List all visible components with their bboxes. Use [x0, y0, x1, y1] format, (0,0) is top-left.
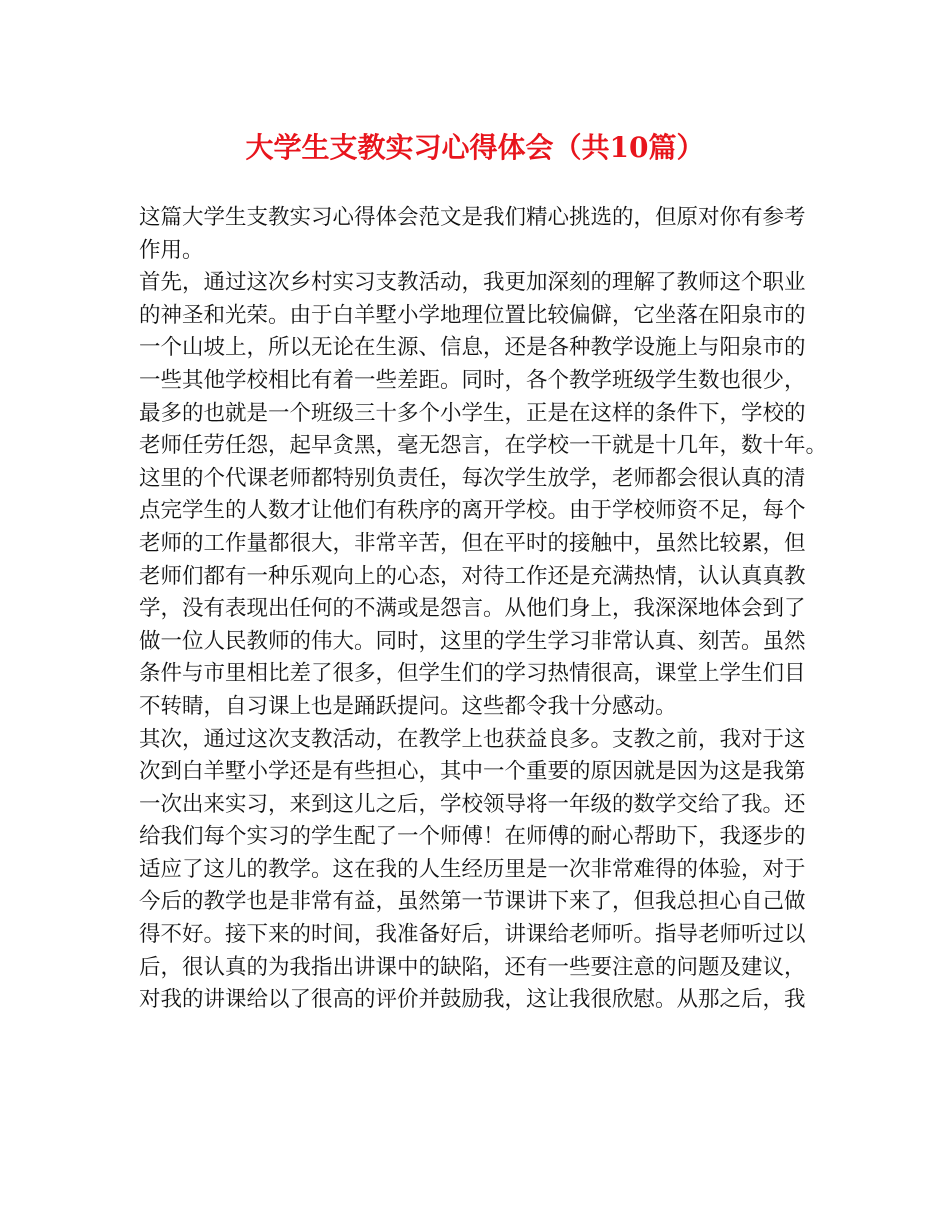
- body-line: 学，没有表现出任何的不满或是怨言。从他们身上，我深深地体会到了: [139, 596, 806, 622]
- body-line: 这篇大学生支教实习心得体会范文是我们精心挑选的，但原对你有参考: [139, 205, 806, 230]
- body-line: 一个山坡上，所以无论在生源、信息，还是各种教学设施上与阳泉市的: [139, 335, 806, 361]
- body-line: 作用。: [139, 237, 204, 263]
- body-line: 其次，通过这次支教活动，在教学上也获益良多。支教之前，我对于这: [139, 726, 806, 752]
- body-line: 给我们每个实习的学生配了一个师傅！在师傅的耐心帮助下，我逐步的: [139, 824, 806, 850]
- body-line: 次到白羊墅小学还是有些担心，其中一个重要的原因就是因为这是我第: [139, 759, 806, 785]
- body-line: 老师们都有一种乐观向上的心态，对待工作还是充满热情，认认真真教: [139, 563, 806, 589]
- document-body: [139, 202, 829, 1017]
- body-line: 做一位人民教师的伟大。同时，这里的学生学习非常认真、刻苦。虽然: [139, 628, 806, 654]
- body-line: 不转睛，自习课上也是踊跃提问。这些都令我十分感动。: [139, 693, 677, 719]
- document-title: 大学生支教实习心得体会（共10篇）: [245, 131, 705, 164]
- body-line: 后，很认真的为我指出讲课中的缺陷，还有一些要注意的问题及建议，: [139, 954, 806, 980]
- body-line: 首先，通过这次乡村实习支教活动，我更加深刻的理解了教师这个职业: [139, 270, 806, 296]
- body-line: 老师任劳任怨，起早贪黑，毫无怨言，在学校一干就是十几年，数十年。: [139, 433, 828, 459]
- body-line: 的神圣和光荣。由于白羊墅小学地理位置比较偏僻，它坐落在阳泉市的: [139, 302, 806, 328]
- body-line: 今后的教学也是非常有益，虽然第一节课讲下来了，但我总担心自己做: [139, 889, 806, 915]
- body-line: 得不好。接下来的时间，我准备好后，讲课给老师听。指导老师听过以: [139, 922, 806, 948]
- body-line: 对我的讲课给以了很高的评价并鼓励我，这让我很欣慰。从那之后，我: [139, 987, 806, 1013]
- body-line: 一次出来实习，来到这儿之后，学校领导将一年级的数学交给了我。还: [139, 791, 806, 817]
- body-line: 一些其他学校相比有着一些差距。同时，各个教学班级学生数也很少，: [139, 367, 806, 393]
- body-line: 这里的个代课老师都特别负责任，每次学生放学，老师都会很认真的清: [139, 465, 806, 491]
- body-line: 老师的工作量都很大，非常辛苦，但在平时的接触中，虽然比较累，但: [139, 530, 806, 556]
- body-line: 条件与市里相比差了很多，但学生们的学习热情很高，课堂上学生们目: [139, 661, 806, 687]
- body-line: 适应了这儿的教学。这在我的人生经历里是一次非常难得的体验，对于: [139, 856, 806, 882]
- body-line: 点完学生的人数才让他们有秩序的离开学校。由于学校师资不足，每个: [139, 498, 806, 524]
- body-line: 最多的也就是一个班级三十多个小学生，正是在这样的条件下，学校的: [139, 400, 806, 426]
